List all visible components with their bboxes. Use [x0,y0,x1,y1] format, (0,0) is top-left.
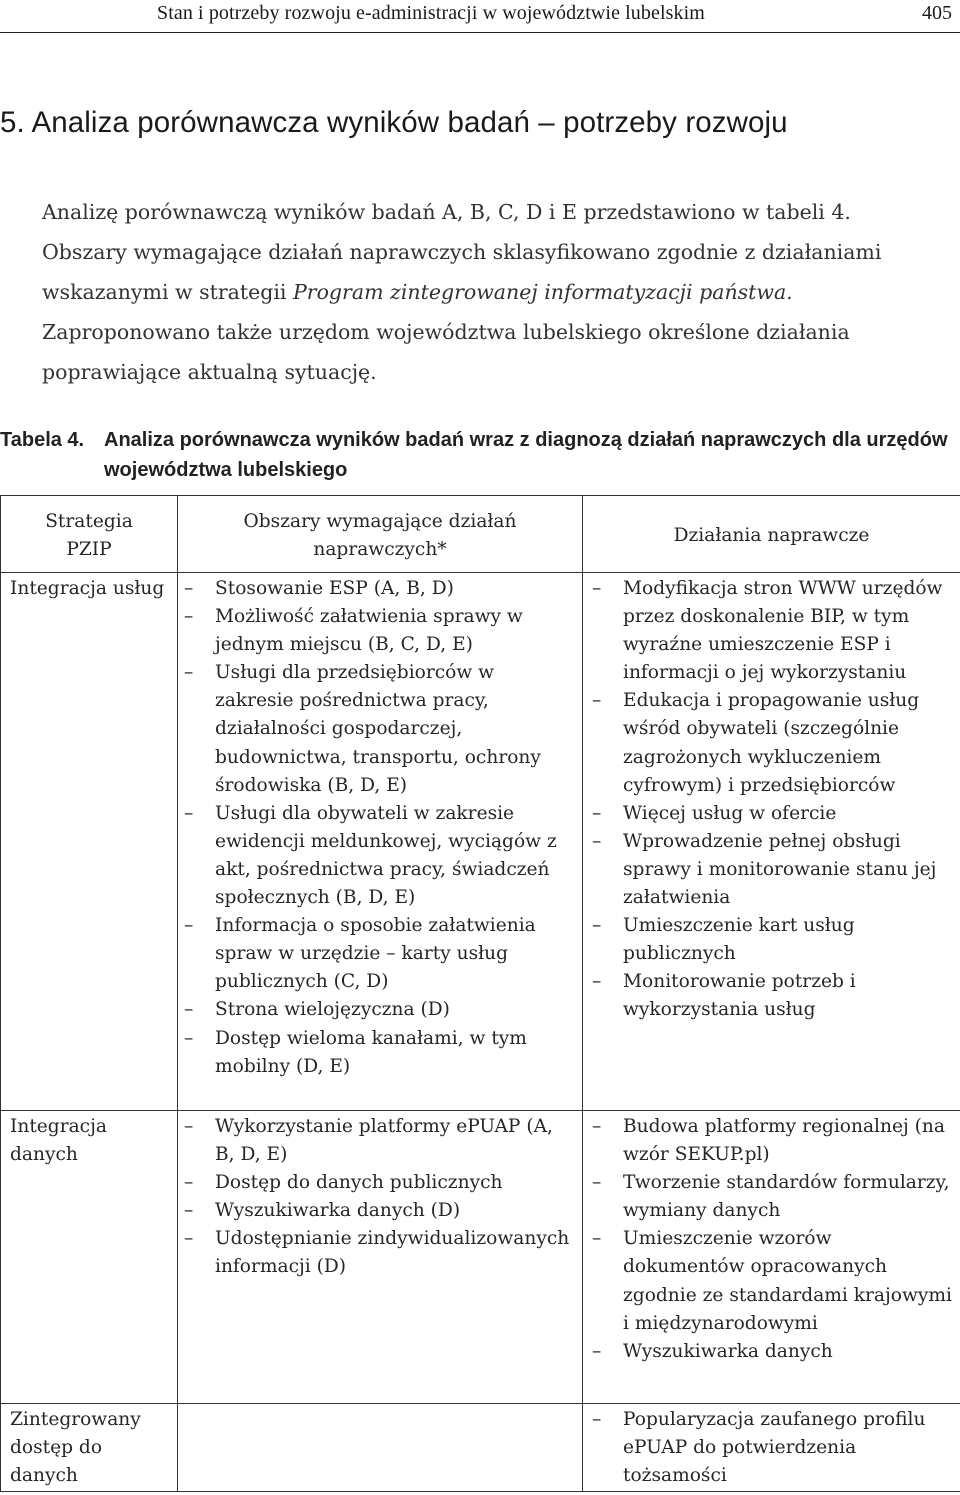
row-actions [583,573,960,1111]
list-item: – Udostępnianie zindywidualizowanych informacji (D) [184,1225,576,1281]
header-actions: Działania naprawcze [583,496,960,573]
list-item: – Możliwość załatwienia sprawy w jednym miejscu (B, C, D, E) [184,603,576,659]
intro-p1-body: Obszary wymagające działań naprawczych sklasyfikowano zgodnie z działaniami wskazanymi w strategii [42,240,882,304]
list-item: – Informacja o sposobie załatwienia spraw w urzędzie – karty usług publicznych (C, D) [184,912,576,996]
table-row [1,1404,960,1492]
list-item: – Modyfikacja stron WWW urzędów przez doskonalenie BIP, w tym wyraźne umieszczenie ESP i informacji o jej wykorzystaniu [592,575,954,687]
intro-paragraph-1 [0,192,960,392]
list-item: – Usługi dla obywateli w zakresie ewidencji meldunkowej, wyciągów z akt, pośrednictwa pracy, świadczeń społecznych (B, D, E) [184,800,576,912]
list-item: – Umieszczenie wzorów dokumentów opracowanych zgodnie ze standardami krajowymi i międzynarodowymi [592,1225,954,1337]
running-title: Stan i potrzeby rozwoju e-administracji w województwie lubelskim [157,2,705,24]
actions-list [592,1113,954,1366]
table-header-row [1,496,960,573]
list-item: – Usługi dla przedsiębiorców w zakresie pośrednictwa pracy, działalności gospodarczej, budownictwa, transportu, ochrony środowiska (B, D, E) [184,659,576,799]
page-number: 405 [922,2,952,24]
list-item: – Wyszukiwarka danych (D) [184,1197,576,1225]
list-item: – Strona wielojęzyczna (D) [184,996,576,1024]
list-item: – Wykorzystanie platformy ePUAP (A, B, D, E) [184,1113,576,1169]
table-caption-label: Tabela 4. [0,429,85,451]
list-item: – Monitorowanie potrzeb i wykorzystania usług [592,968,954,1024]
intro-text [0,192,960,392]
row-strategy: Integracja danych [1,1111,178,1404]
table-row [1,573,960,1111]
header-areas: Obszary wymagające działań naprawczych* [178,496,583,573]
header-strategy: Strategia PZIP [1,496,178,573]
row-areas [178,573,583,1111]
list-item: – Więcej usług w ofercie [592,800,954,828]
intro-paragraph-2: Zaproponowano także urzędom województwa lubelskiego określone działania poprawiające aktualną sytuację. [42,320,850,384]
table-caption-text: Analiza porównawcza wyników badań wraz z diagnozą działań naprawczych dla urzędów województwa lubelskiego [104,429,948,481]
areas-list [184,1113,576,1282]
row-actions [583,1404,960,1492]
strategy-title: Program zintegrowanej informatyzacji państwa. [293,280,793,304]
row-strategy: Zintegrowany dostęp do danych [1,1404,178,1492]
list-item: – Umieszczenie kart usług publicznych [592,912,954,968]
list-item: – Tworzenie standardów formularzy, wymiany danych [592,1169,954,1225]
list-item: – Dostęp wieloma kanałami, w tym mobilny (D, E) [184,1025,576,1081]
list-item: – Edukacja i propagowanie usług wśród obywateli (szczególnie zagrożonych wykluczeniem cyfrowym) i przedsiębiorców [592,687,954,799]
list-item: – Wprowadzenie pełnej obsługi sprawy i monitorowanie stanu jej załatwienia [592,828,954,912]
list-item: – Budowa platformy regionalnej (na wzór SEKUP.pl) [592,1113,954,1169]
actions-list [592,1406,954,1490]
results-table [0,495,960,1492]
intro-p1-line1: Analizę porównawczą wyników badań A, B, C, D i E przedstawiono w tabeli 4. [42,200,851,224]
section-heading: 5. Analiza porównawcza wyników badań – potrzeby rozwoju [0,106,788,139]
row-actions [583,1111,960,1404]
list-item: – Popularyzacja zaufanego profilu ePUAP do potwierdzenia tożsamości [592,1406,954,1490]
list-item: – Stosowanie ESP (A, B, D) [184,575,576,603]
areas-list [184,575,576,1081]
list-item: – Wyszukiwarka danych [592,1338,954,1366]
list-item: – Dostęp do danych publicznych [184,1169,576,1197]
actions-list [592,575,954,1025]
row-strategy: Integracja usług [1,573,178,1111]
table-row [1,1111,960,1404]
row-areas [178,1404,583,1492]
running-header [0,0,960,33]
row-areas [178,1111,583,1404]
